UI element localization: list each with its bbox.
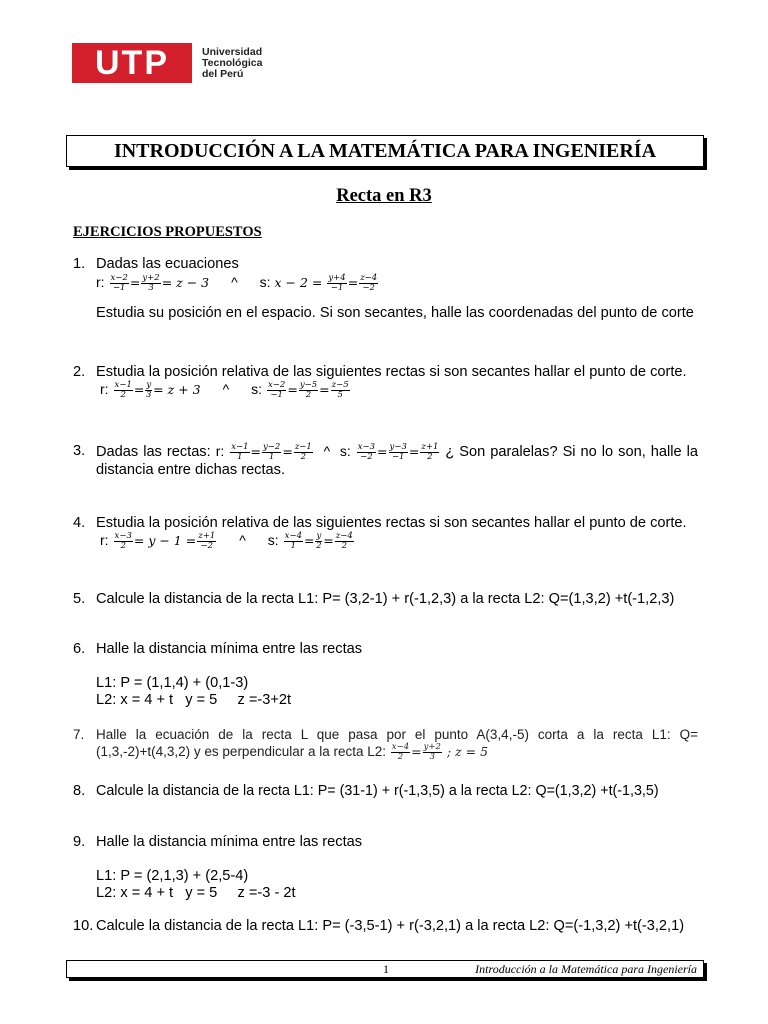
exercise-8 [73,783,698,800]
equation: r: $\frac{x-1}{2}$ = $\frac{y}{3}$ = z + 3 ^ s: $\frac{x-2}{-1}$ = $\frac{y-5}{2}$ = $\frac{z-5}{5}$ [100,380,349,400]
exercise-6 [73,641,698,709]
line-equation: L1: P = (2,1,3) + (2,5-4) [96,868,249,884]
exercise-number: 1. [73,256,86,272]
exercise-text: ¿ Son paralelas? Si no lo son, halle la distancia entre dichas rectas. [96,444,698,478]
utp-logo-mark [72,43,192,83]
exercise-text: Halle la distancia mínima entre las rectas [96,641,363,657]
exercise-number: 6. [73,641,86,657]
line-equation: L2: x = 4 + t y = 5 z =-3 - 2t [96,885,296,901]
exercise-number: 4. [73,515,86,531]
exercise-text: Estudia su posición en el espacio. Si son secantes, halle las coordenadas del punto de corte [96,305,694,321]
document-title: INTRODUCCIÓN A LA MATEMÁTICA PARA INGENIERÍA [66,135,704,167]
section-heading: EJERCICIOS PROPUESTOS [73,224,262,240]
logo-line: Tecnológica [202,56,263,69]
page-number: 1 [383,962,389,976]
logo-mark-text: UTP [95,43,169,82]
logo-line: del Perú [202,67,244,80]
page-footer [66,960,704,978]
exercise-3 [73,443,698,479]
exercise-text: Calcule la distancia de la recta L1: P= (31-1) + r(-1,3,5) a la recta L2: Q=(1,3,2) +t(-1,3,5) [96,783,659,799]
equation: $\frac{x-4}{2}$ = $\frac{y+2}{3}$ ; z = 5 [391,742,489,762]
exercise-text: Calcule la distancia de la recta L1: P= (-3,5-1) + r(-3,2,1) a la recta L2: Q=(-1,3,2) +t(-3,2,1) [96,918,685,934]
exercise-7 [73,726,698,762]
exercise-number: 5. [73,591,86,607]
exercise-9 [73,834,698,902]
equation: r: $\frac{x-1}{1}$ = $\frac{y-2}{1}$ = $\frac{z-1}{2}$ ^ s: $\frac{x-3}{-2}$ = $\frac{y-3}{-1}$ = $\frac{z+1}{2}$ [215,442,439,462]
exercise-text: Estudia la posición relativa de las siguientes rectas si son secantes hallar el punto de corte. [96,364,687,380]
exercise-number: 8. [73,783,86,799]
exercise-4 [73,515,698,551]
exercise-5 [73,591,698,608]
exercise-text: Calcule la distancia de la recta L1: P= (3,2-1) + r(-1,2,3) a la recta L2: Q=(1,3,2) +t(-1,2,3) [96,591,675,607]
exercise-2 [73,364,698,400]
exercise-number: 3. [73,443,86,459]
logo-university-name [202,47,262,80]
exercise-1 [73,256,698,322]
logo-line: Universidad [202,45,263,58]
exercise-number: 10. [73,918,94,934]
document-subtitle: Recta en R3 [336,186,432,206]
utp-logo [72,43,262,83]
line-equation: L2: x = 4 + t y = 5 z =-3+2t [96,692,292,708]
footer-title: Introducción a la Matemática para Ingeniería [475,962,697,976]
exercise-text: Halle la ecuación de la recta L que pasa por el punto A(3,4,-5) corta a la recta L1: Q=(1,3,-2)+t(4,3,2) y es perpendicular a la recta L2: [96,727,698,759]
equation: r: $\frac{x-2}{-1}$ = $\frac{y+2}{3}$ = z − 3 ^ s: x − 2 = $\frac{y+4}{-1}$ = $\frac{z-4}{-2}$ [96,273,378,293]
exercise-text: Estudia la posición relativa de las siguientes rectas si son secantes hallar el punto de corte. [96,515,687,531]
exercise-text: Dadas las rectas: [96,444,211,460]
equation: r: $\frac{x-3}{2}$ = y − 1 = $\frac{z+1}{-2}$ ^ s: $\frac{x-4}{1}$ = $\frac{y}{2}$ = $\frac{z-4}{2}$ [100,531,353,551]
exercise-number: 9. [73,834,86,850]
exercise-text: Halle la distancia mínima entre las rectas [96,834,363,850]
exercise-10 [73,918,698,935]
line-equation: L1: P = (1,1,4) + (0,1-3) [96,675,249,691]
exercise-text: Dadas las ecuaciones [96,256,239,272]
exercise-number: 2. [73,364,86,380]
exercise-number: 7. [73,727,85,742]
